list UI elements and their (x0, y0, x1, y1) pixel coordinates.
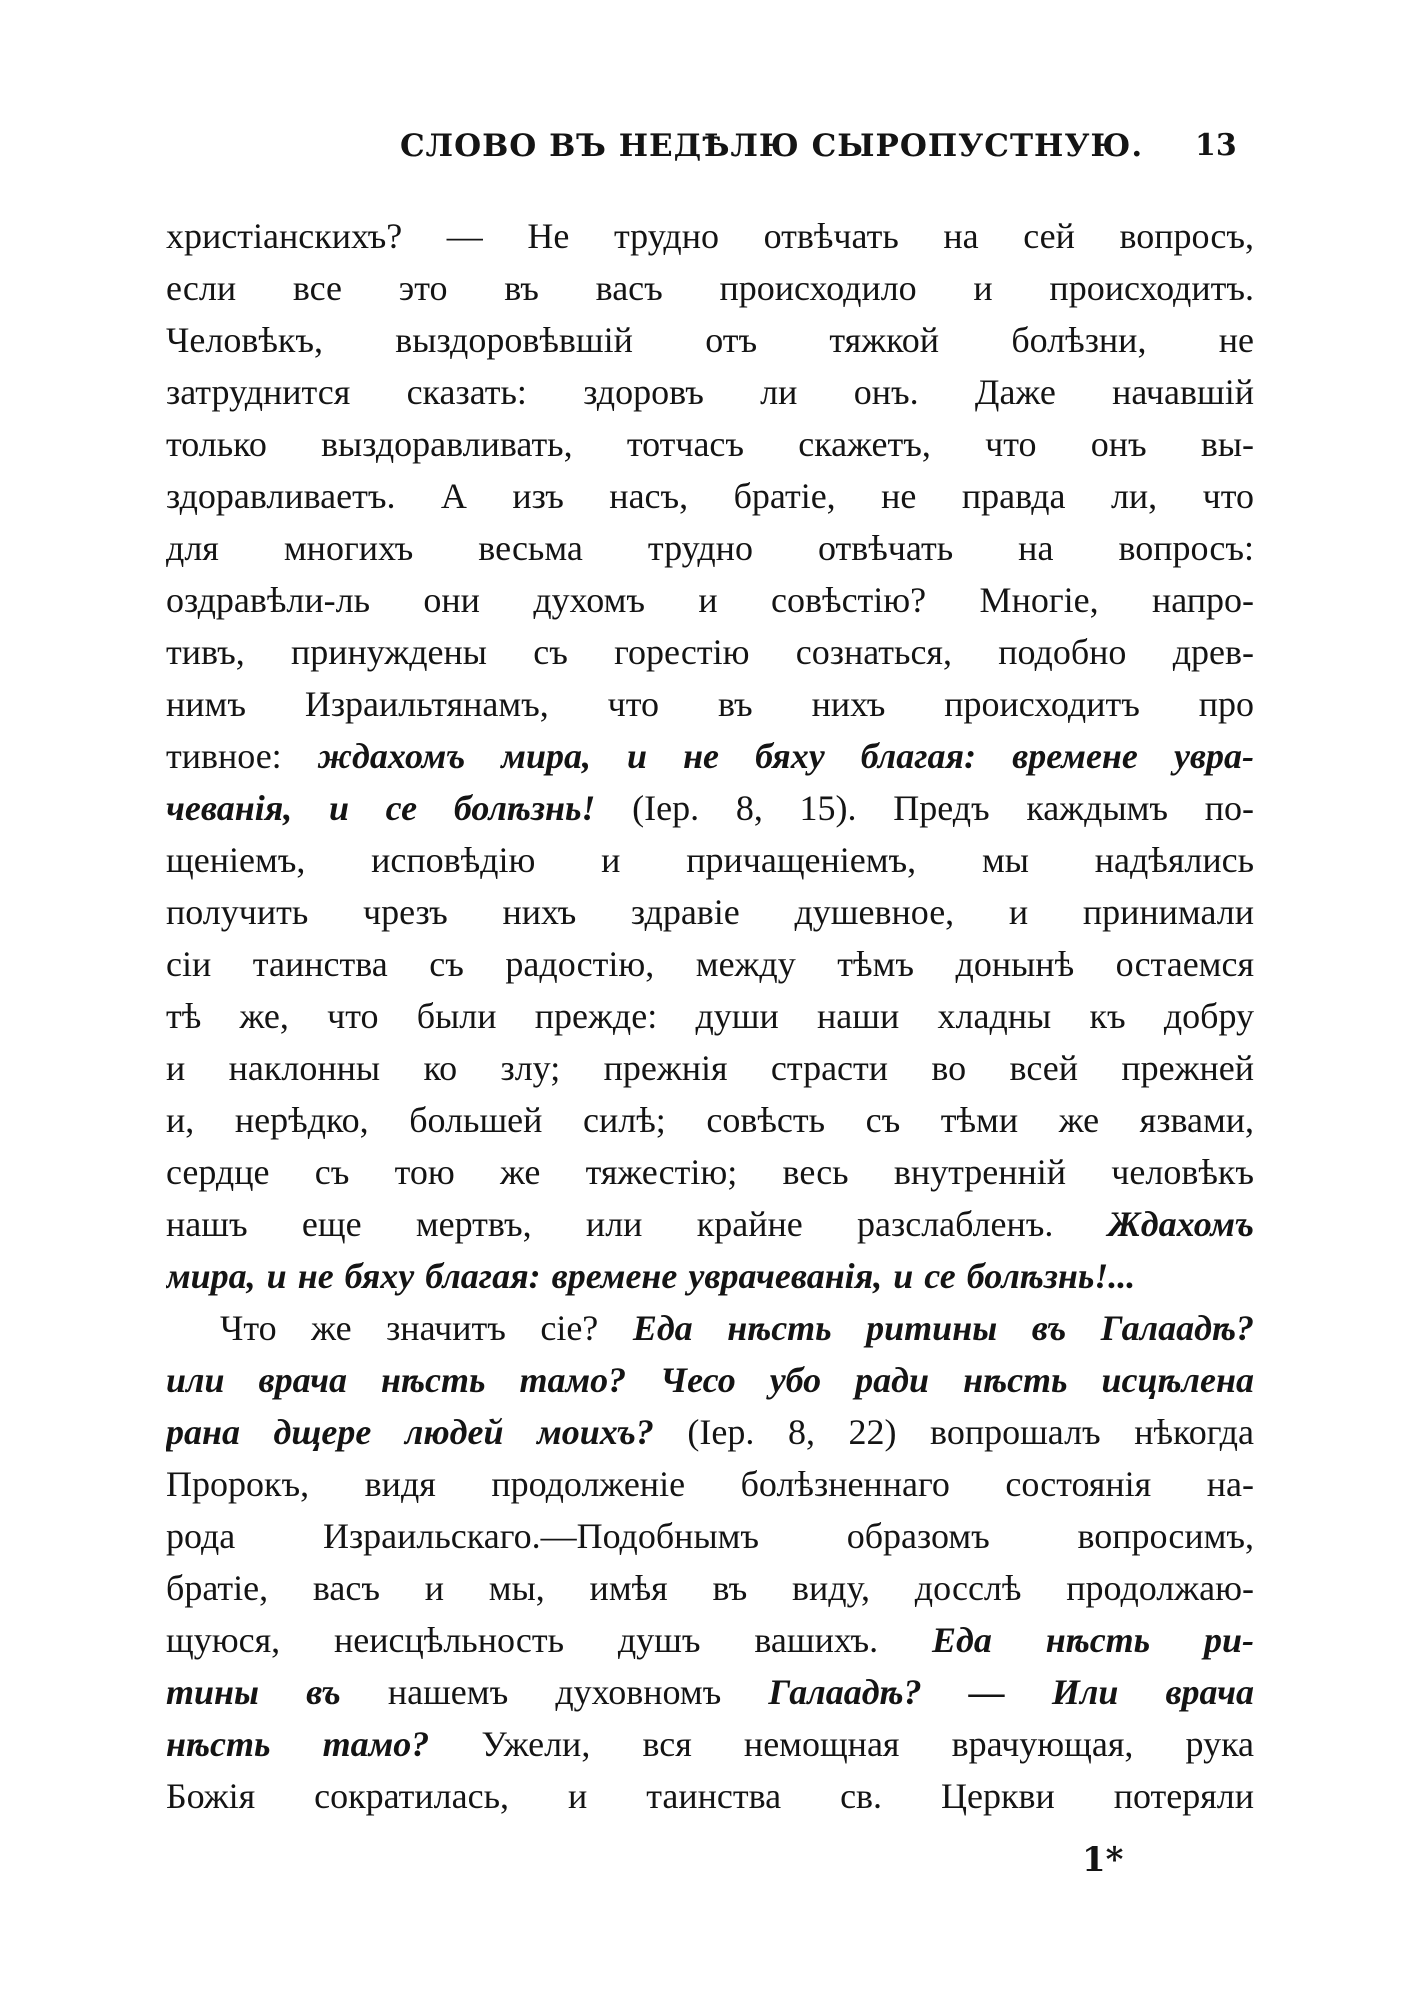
text-line (166, 1458, 1254, 1510)
text-line (166, 990, 1254, 1042)
text-segment: нашъ еще мертвъ, или крайне разслабленъ. (166, 1204, 1108, 1244)
text-line (166, 1666, 1254, 1718)
italic-quote-segment: Еда нѣсть ритины въ Галаадѣ? (632, 1308, 1254, 1348)
text-segment: сіи таинства съ радостію, между тѣмъ донынѣ остаемся (166, 944, 1254, 984)
page-number: 13 (1195, 128, 1237, 163)
body-text (166, 210, 1254, 1822)
text-segment: (Іер. 8, 22) вопрошалъ нѣкогда (653, 1412, 1254, 1452)
text-line (166, 1302, 1254, 1354)
text-line (166, 262, 1254, 314)
text-segment: и, нерѣдко, большей силѣ; совѣсть съ тѣми же язвами, (166, 1100, 1254, 1140)
text-line (166, 1250, 1254, 1302)
text-line (166, 1042, 1254, 1094)
text-line (166, 1510, 1254, 1562)
italic-quote-segment: Еда нѣсть ри- (931, 1620, 1254, 1660)
text-segment: только выздоравливать, тотчасъ скажетъ, что онъ вы- (166, 424, 1254, 464)
italic-quote-segment: чеванія, и се болѣзнь! (166, 788, 596, 828)
italic-quote-segment: или врача нѣсть тамо? Чесо убо ради нѣсть исцѣлена (166, 1360, 1254, 1400)
italic-quote-segment: ждахомъ мира, и не бяху благая: времене увра- (317, 736, 1254, 776)
italic-quote-segment: Галаадѣ? — Или врача (768, 1672, 1254, 1712)
text-segment: нимъ Израильтянамъ, что въ нихъ происходитъ про (166, 684, 1254, 724)
text-segment: нашемъ духовномъ (340, 1672, 769, 1712)
text-segment: тѣ же, что были прежде: души наши хладны къ добру (166, 996, 1254, 1036)
italic-quote-segment: тины въ (166, 1672, 341, 1712)
text-segment: Человѣкъ, выздоровѣвшій отъ тяжкой болѣзни, не (166, 320, 1254, 360)
italic-quote-segment: мира, и не бяху благая: времене уврачеванія, и се болѣзнь!... (166, 1256, 1136, 1296)
text-segment: Божія сократилась, и таинства св. Церкви потеряли (166, 1776, 1254, 1816)
text-segment: щеніемъ, исповѣдію и причащеніемъ, мы надѣялись (166, 840, 1254, 880)
text-line (166, 1198, 1254, 1250)
text-line (166, 470, 1254, 522)
text-line (166, 1354, 1254, 1406)
text-segment: Что же значитъ сіе? (220, 1308, 633, 1348)
text-line (166, 1770, 1254, 1822)
text-segment: для многихъ весьма трудно отвѣчать на вопросъ: (166, 528, 1254, 568)
italic-quote-segment: рана дщере людей моихъ? (166, 1412, 654, 1452)
text-line (166, 1094, 1254, 1146)
text-line (166, 678, 1254, 730)
text-line (166, 886, 1254, 938)
text-segment: Ужели, вся немощная врачующая, рука (429, 1724, 1254, 1764)
running-title: СЛОВО ВЪ НЕДѢЛЮ СЫРОПУСТНУЮ. (400, 128, 1144, 164)
text-line (166, 314, 1254, 366)
text-segment: сердце съ тою же тяжестію; весь внутренній человѣкъ (166, 1152, 1254, 1192)
italic-quote-segment: нѣсть тамо? (166, 1724, 430, 1764)
text-line (166, 1406, 1254, 1458)
text-line (166, 1146, 1254, 1198)
text-segment: и наклонны ко злу; прежнія страсти во всей прежней (166, 1048, 1254, 1088)
text-segment: рода Израильскаго.—Подобнымъ образомъ вопросимъ, (166, 1516, 1254, 1556)
text-line (166, 418, 1254, 470)
text-segment: Пророкъ, видя продолженіе болѣзненнаго состоянія на- (166, 1464, 1254, 1504)
text-line (166, 730, 1254, 782)
text-segment: тивъ, принуждены съ горестію сознаться, подобно древ- (166, 632, 1254, 672)
text-segment: (Іер. 8, 15). Предъ каждымъ по- (595, 788, 1254, 828)
text-line (166, 1614, 1254, 1666)
text-segment: оздравѣли-ль они духомъ и совѣстію? Многіе, напро- (166, 580, 1254, 620)
italic-quote-segment: Ждахомъ (1107, 1204, 1254, 1244)
text-line (166, 574, 1254, 626)
text-line (166, 366, 1254, 418)
text-segment: братіе, васъ и мы, имѣя въ виду, досслѣ продолжаю- (166, 1568, 1254, 1608)
signature-mark: 1* (1082, 1840, 1124, 1880)
text-segment: затруднится сказать: здоровъ ли онъ. Даже начавшій (166, 372, 1254, 412)
text-segment: если все это въ васъ происходило и происходитъ. (166, 268, 1254, 308)
text-segment: щуюся, неисцѣльность душъ вашихъ. (166, 1620, 932, 1660)
text-line (166, 1562, 1254, 1614)
text-segment: здоравливаетъ. А изъ насъ, братіе, не правда ли, что (166, 476, 1254, 516)
text-segment: христіанскихъ? — Не трудно отвѣчать на сей вопросъ, (166, 216, 1254, 256)
text-line (166, 1718, 1254, 1770)
text-segment: тивное: (166, 736, 318, 776)
text-line (166, 782, 1254, 834)
text-line (166, 938, 1254, 990)
text-segment: получить чрезъ нихъ здравіе душевное, и принимали (166, 892, 1254, 932)
text-line (166, 834, 1254, 886)
text-line (166, 522, 1254, 574)
text-line (166, 210, 1254, 262)
text-line (166, 626, 1254, 678)
